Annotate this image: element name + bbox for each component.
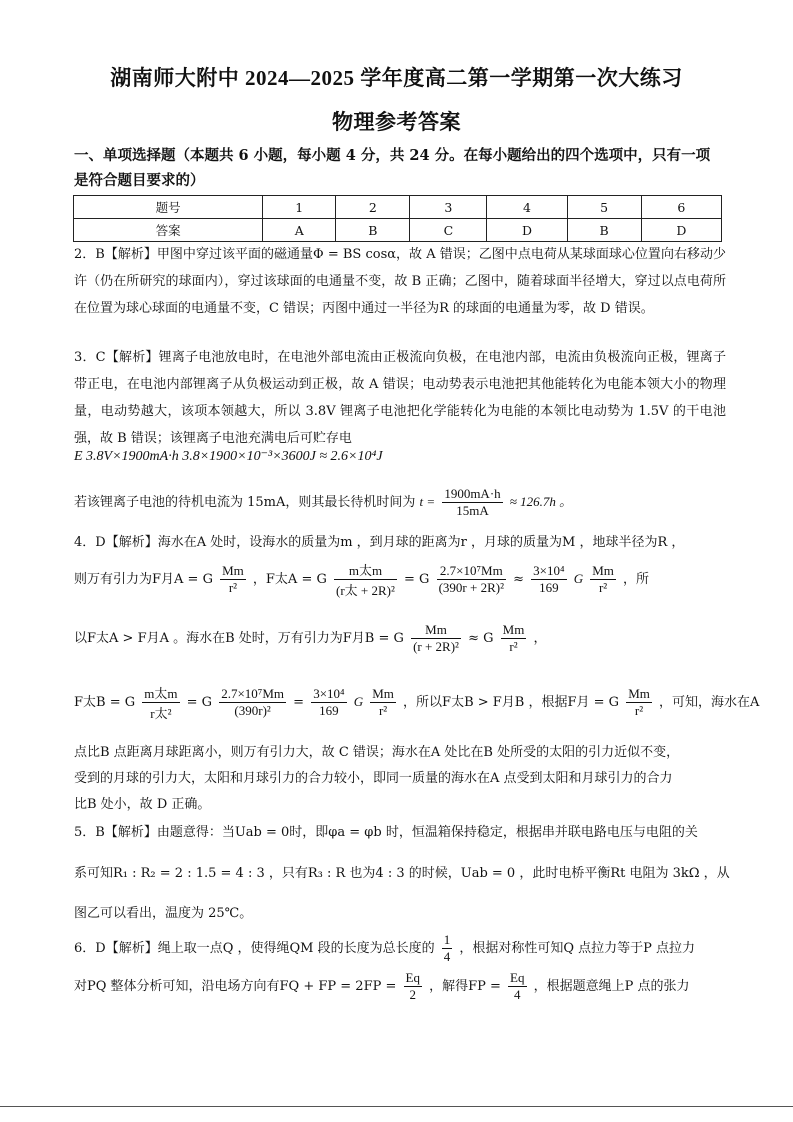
q3-standby-line	[74, 486, 726, 519]
fraction-denominator: 4	[508, 986, 526, 1003]
q4-fraction	[590, 563, 616, 596]
table-cell: 3	[410, 196, 487, 219]
fraction-numerator: 1	[443, 932, 451, 947]
fraction-numerator: Mm	[372, 686, 394, 701]
q3-explanation: 3．C【解析】锂离子电池放电时，在电池外部电流由正极流向负极，在电池内部，电流由负极流向正极，锂离子带正电，在电池内部锂离子从负极运动到正极，故 A 错误；电动势表示电池把其他能转化为电能本领大小的物理量，电动势越大，该项本领越大，所以 3.8V 锂离子电池把化学能转化为电能的本领比电动势为 1.5V 的干电池强，故 B 错误；该锂离子电池充满电后可贮存电	[74, 350, 726, 446]
q4-fraction	[501, 622, 527, 655]
q6-fraction	[442, 932, 453, 965]
table-cell: 2	[336, 196, 410, 219]
fraction-numerator: 3×10⁴	[313, 686, 345, 701]
q4-line-7: 比B 处小，故 D 正确。	[74, 797, 211, 812]
q6-text: 对PQ 整体分析可知，沿电场方向有FQ + FP = 2FP =	[74, 979, 397, 994]
fraction-numerator: m太m	[144, 686, 178, 701]
fraction-numerator: 2.7×10⁷Mm	[221, 686, 284, 701]
q4-text: F太B = G	[74, 695, 136, 710]
fraction-numerator: Mm	[502, 622, 525, 637]
fraction-numerator: 2.7×10⁷Mm	[439, 563, 503, 578]
table-cell: B	[336, 219, 410, 242]
q4-text: =	[293, 695, 305, 710]
q4-text: 以F太A > F月A 。海水在B 处时，万有引力为F月B = G	[74, 631, 404, 646]
q4-line-1: 4．D【解析】海水在A 处时，设海水的质量为m ，到月球的距离为r ，月球的质量为M ，地球半径为R ，	[74, 535, 685, 550]
table-cell: A	[263, 219, 336, 242]
fraction-numerator: 1900mA·h	[444, 486, 501, 501]
q6-text: ，解得FP =	[429, 979, 501, 994]
fraction-denominator: r²	[626, 702, 652, 719]
fraction-numerator: Mm	[592, 563, 614, 578]
q3-time-fraction	[442, 486, 502, 519]
fraction-denominator: r²	[590, 579, 616, 596]
q4-line-4	[74, 683, 760, 722]
fraction-numerator: Mm	[222, 563, 244, 578]
q4-fraction	[220, 563, 246, 596]
section-heading: 一、单项选择题（本题共 6 小题，每小题 4 分，共 24 分。在每小题给出的四个选项中，只有一项是符合题目要求的）	[74, 147, 711, 189]
fraction-denominator: 2	[404, 986, 422, 1003]
q4-text: ，所以F太B > F月B ，根据F月 = G	[403, 695, 620, 710]
fraction-denominator: r²	[370, 702, 396, 719]
q5-line-2: 系可知R₁ : R₂ = 2 : 1.5 = 4 : 3 ，只有R₃ : R 也为4 : 3 的时候，Uab = 0 ，此时电桥平衡Rt 电阻为 3kΩ ，从	[74, 866, 730, 881]
table-cell: 4	[487, 196, 567, 219]
q6-fraction	[508, 970, 526, 1003]
table-cell: C	[410, 219, 487, 242]
q6-text: ，根据对称性可知Q 点拉力等于P 点拉力	[459, 941, 696, 956]
fraction-numerator: m太m	[348, 563, 383, 578]
q2-explanation: 2．B【解析】甲图中穿过该平面的磁通量Φ = BS cosα，故 A 错误；乙图中点电荷从某球面球心位置向右移动少许（仍在所研究的球面内），穿过该球面的电通量不变，故 B 正确；乙图中，随着球面半径增大，穿过以点电荷所在位置为球心球面的电通量不变，C 错误；丙图中通过一半径为R 的球面的电通量为零，故 D 错误。	[74, 247, 726, 316]
fraction-numerator: Eq	[510, 970, 525, 985]
fraction-numerator: Mm	[628, 686, 650, 701]
table-row	[74, 219, 722, 242]
q5-line-1: 5．B【解析】由题意得：当Uab = 0时，即φa = φb 时，恒温箱保持稳定，根据串并联电路电压与电阻的关	[74, 825, 698, 840]
fraction-denominator: 4	[443, 949, 451, 964]
fraction-numerator: Eq	[405, 970, 420, 985]
table-cell: D	[487, 219, 567, 242]
fraction-denominator: (390r)²	[219, 702, 286, 719]
q4-fraction	[531, 563, 566, 596]
q3-standby-prefix: 若该锂离子电池的待机电流为 15mA，则其最长待机时间为	[74, 495, 416, 510]
fraction-numerator: Mm	[425, 622, 447, 637]
table-cell: 1	[263, 196, 336, 219]
table-cell: 题号	[74, 196, 263, 219]
q4-fraction	[626, 686, 652, 719]
q5-line-3: 图乙可以看出，温度为 25℃。	[74, 906, 253, 921]
q6-fraction	[404, 970, 422, 1003]
q4-line-5: 点比B 点距离月球距离小，则万有引力大，故 C 错误；海水在A 处比在B 处所受的太阳的引力近似不变，	[74, 745, 680, 760]
table-cell: B	[567, 219, 641, 242]
q6-text: ，根据题意绳上P 点的张力	[533, 979, 690, 994]
q4-line-2	[74, 560, 726, 599]
table-cell: 6	[641, 196, 721, 219]
q4-line-6: 受到的月球的引力大，太阳和月球引力的合力较小，即同一质量的海水在A 点受到太阳和月球引力的合力	[74, 771, 673, 786]
q4-text: ，	[533, 631, 547, 646]
q4-text: ，可知，海水在A	[659, 695, 760, 710]
q3-standby-result: ≈ 126.7h 。	[509, 494, 573, 509]
q6-text: 6．D【解析】绳上取一点Q ，使得绳QM 段的长度为总长度的	[74, 941, 435, 956]
q4-fraction	[142, 683, 179, 722]
fraction-numerator: 3×10⁴	[533, 563, 565, 578]
q4-fraction	[437, 563, 506, 596]
q4-text: ≈ G	[468, 631, 494, 646]
fraction-denominator: (r太 + 2R)²	[334, 579, 397, 599]
fraction-denominator: r太²	[142, 702, 179, 722]
fraction-denominator: (r + 2R)²	[413, 639, 459, 654]
fraction-denominator: (390r + 2R)²	[438, 580, 504, 595]
fraction-denominator: 169	[311, 702, 346, 719]
page-title: 湖南师大附中 2024—2025 学年度高二第一学期第一次大练习	[110, 66, 683, 90]
q4-text: G	[353, 694, 364, 709]
fraction-denominator: 169	[531, 579, 566, 596]
q4-fraction	[311, 686, 346, 719]
q4-line-3	[74, 622, 726, 655]
fraction-denominator: 15mA	[442, 502, 502, 519]
q6-line-2	[74, 970, 726, 1003]
q4-fraction	[411, 622, 461, 655]
page-bottom-rule	[0, 1106, 793, 1107]
table-cell: 答案	[74, 219, 263, 242]
q4-text: = G	[404, 572, 430, 587]
q4-text: ≈	[513, 572, 525, 587]
q4-fraction	[334, 560, 397, 599]
q4-text: 则万有引力为F月A = G	[74, 572, 213, 587]
q4-fraction	[370, 686, 396, 719]
table-cell: D	[641, 219, 721, 242]
page-subtitle: 物理参考答案	[332, 110, 461, 134]
q4-fraction	[219, 686, 286, 719]
q3-t-var: t =	[419, 494, 436, 509]
q4-text: G	[573, 571, 584, 586]
answer-table	[73, 195, 722, 242]
q3-energy-formula: E 3.8V×1900mA·h 3.8×1900×10⁻³×3600J ≈ 2.6×10⁴J	[74, 449, 383, 464]
q4-text: = G	[186, 695, 213, 710]
q6-line-1	[74, 932, 726, 965]
fraction-denominator: r²	[501, 638, 527, 655]
fraction-denominator: r²	[220, 579, 246, 596]
q4-text: ，F太A = G	[252, 572, 327, 587]
table-row	[74, 196, 722, 219]
q4-text: ，所	[623, 572, 650, 587]
table-cell: 5	[567, 196, 641, 219]
